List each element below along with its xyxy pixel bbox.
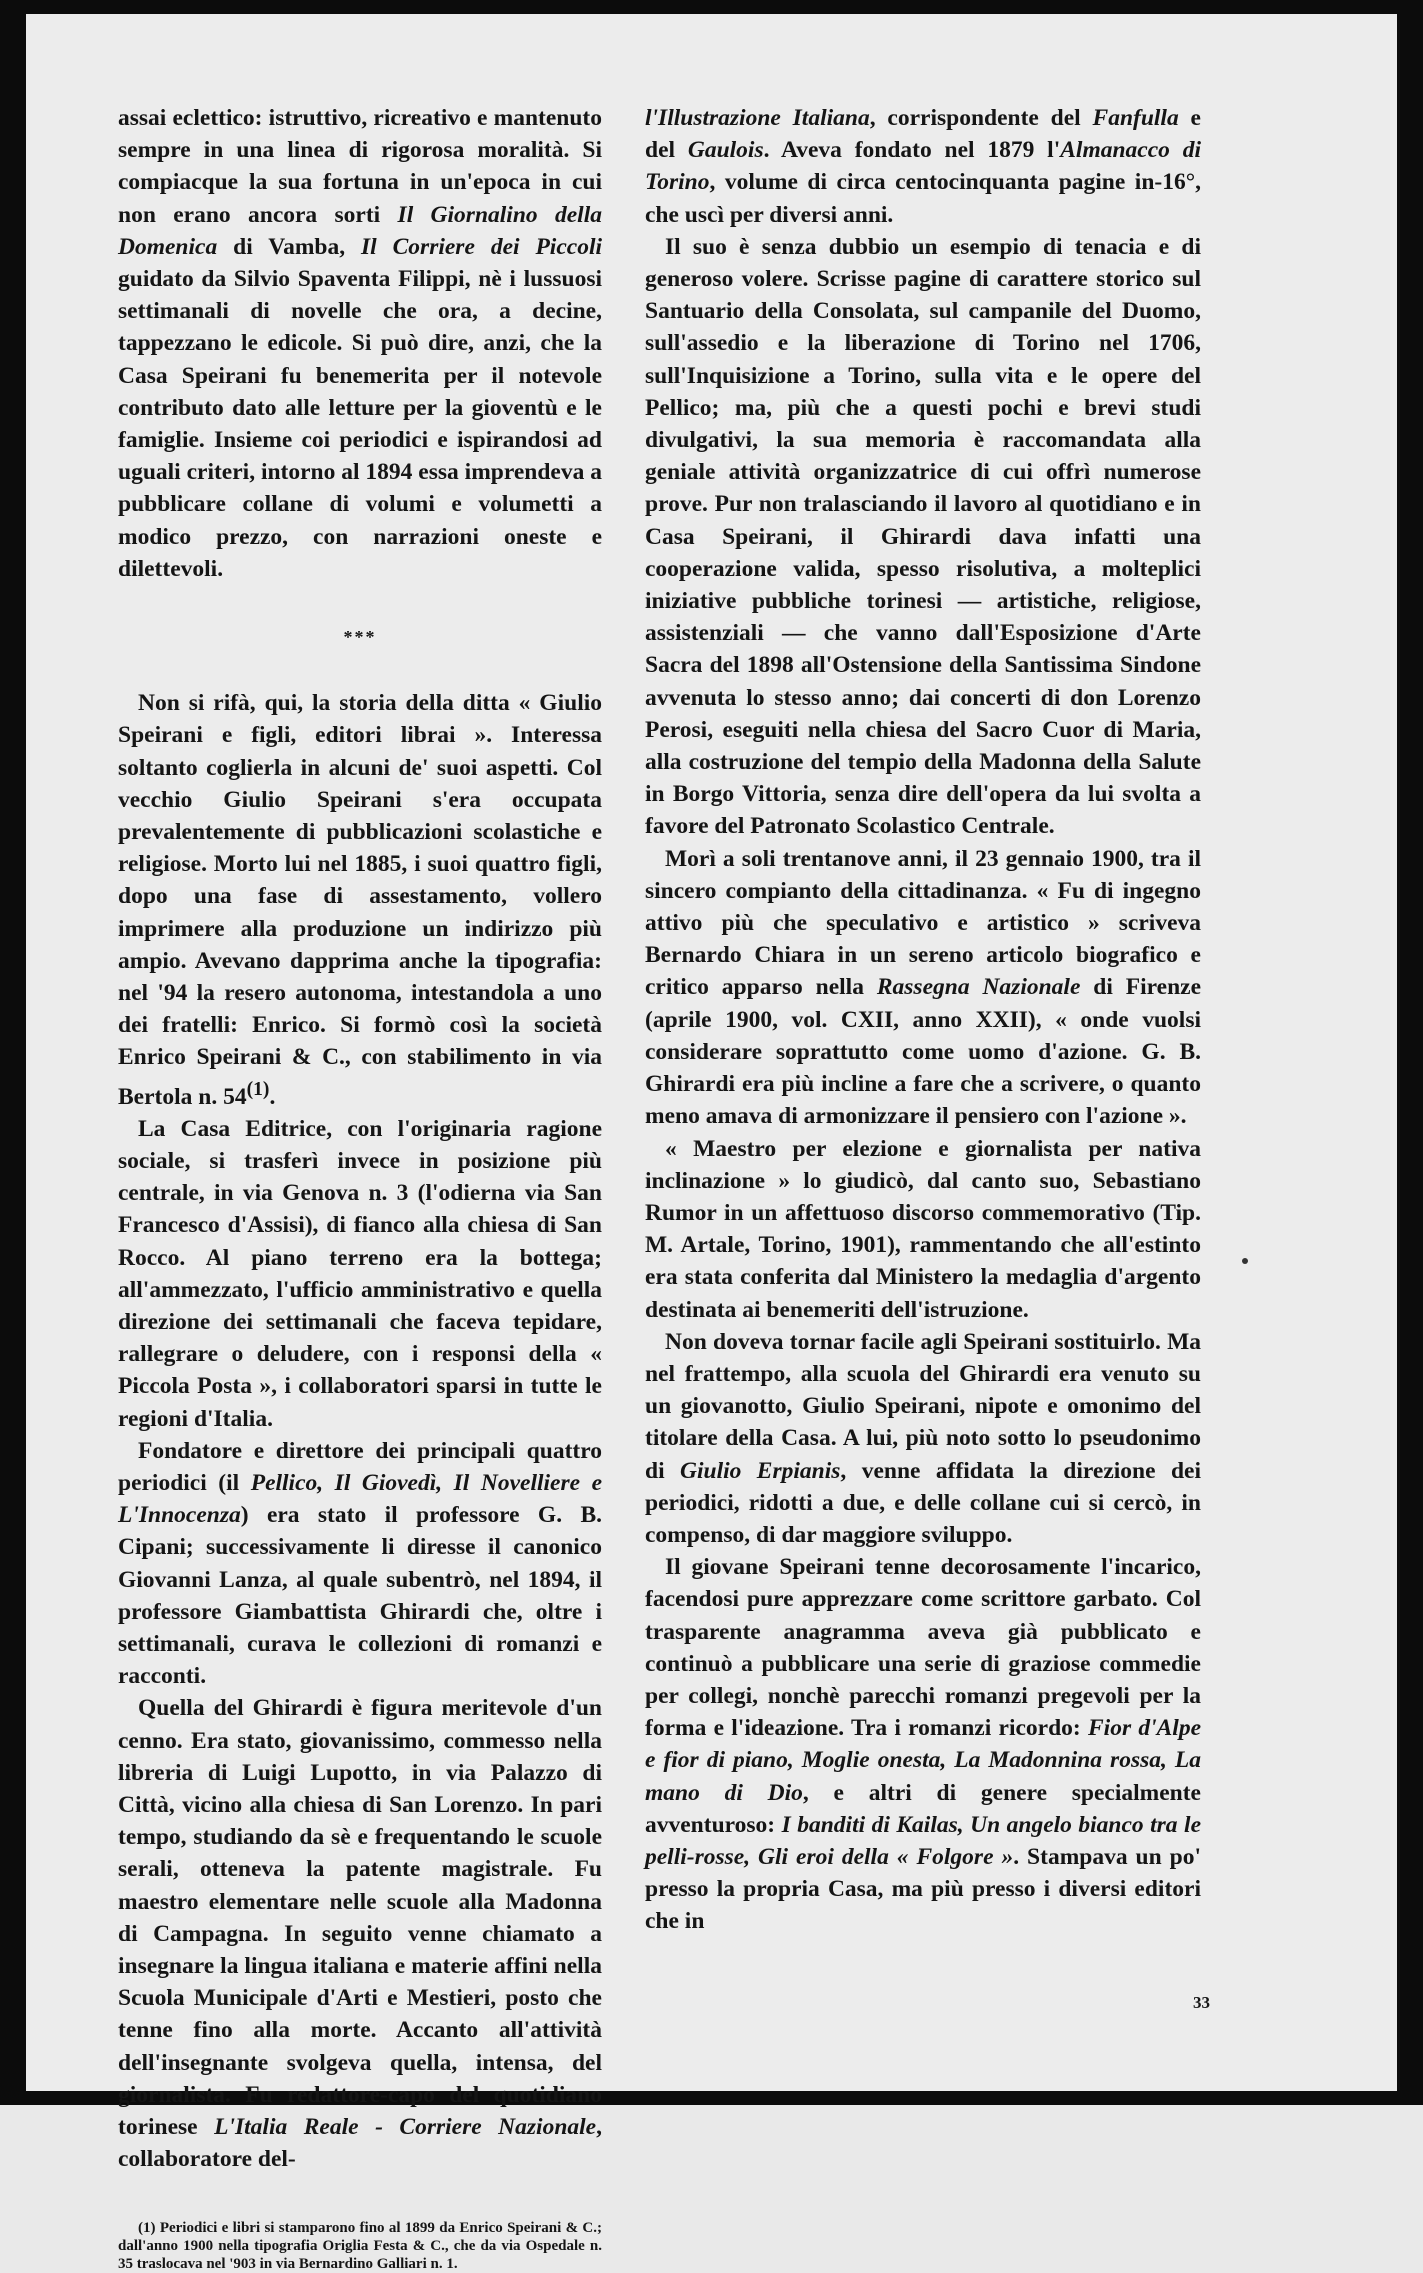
section-separator: *** bbox=[343, 627, 377, 648]
italic-title: I banditi di Kailas, Un angelo bianco tra le pelli-rosse, Gli eroi della « Folgore » bbox=[645, 1811, 1201, 1870]
italic-title: l'Illustrazione Italiana bbox=[645, 105, 870, 131]
italic-title: Almanacco di Torino bbox=[645, 137, 1201, 196]
paragraph: Non doveva tornar facile agli Speirani sostituirlo. Ma nel frattempo, alla scuola del Ghirardi era venuto su un giovanotto, Giulio Speirani, nipote e omonimo del titolare della Casa. A lui, più noto sotto lo pseudonimo di Giulio Erpianis, venne affidata la direzione dei periodici, ridotti a due, e delle collane cui si cercò, in compenso, di dar maggiore sviluppo. bbox=[645, 1328, 1201, 1548]
paragraph: Non si rifà, qui, la storia della ditta « Giulio Speirani e figli, editori librai ». Interessa soltanto coglierla in alcuni de' suoi aspetti. Col vecchio Giulio Speirani s'era occupata prevalentemente di pubblicazioni scolastiche e religiose. Morto lui nel 1885, i suoi quattro figli, dopo una fase di assestamento, vollero imprimere alla produzione un indirizzo più ampio. Avevano dapprima anche la tipografia: nel '94 la resero autonoma, intestandola a uno dei fratelli: Enrico. Si formò così la società Enrico Speirani & C., con stabilimento in via Bertola n. 54$^{(1)}$. bbox=[118, 690, 602, 1110]
italic-title: L'Italia Reale - Corriere Nazionale bbox=[214, 2114, 597, 2141]
italic-title: Rassegna Nazionale bbox=[876, 974, 1081, 1001]
paragraph: Il giovane Speirani tenne decorosamente l'incarico, facendosi pure apprezzare come scrittore garbato. Col trasparente anagramma aveva già pubblicato e continuò a pubblicare una serie di graziose commedie per collegi, nonchè parecchi romanzi pregevoli per la forma e l'ideazione. Tra i romanzi ricordo: Fior d'Alpe e fior di piano, Moglie onesta, La Madonnina rossa, La mano di Dio, e altri di genere specialmente avventuroso: I banditi di Kailas, Un angelo bianco tra le pelli-rosse, Gli eroi della « Folgore ». Stampava un po' presso la propria Casa, ma più presso i diversi editori che in bbox=[645, 1554, 1201, 1935]
scan-border-left bbox=[0, 0, 26, 2105]
scan-border-top bbox=[0, 0, 1423, 14]
italic-title: Fanfulla bbox=[1092, 105, 1179, 131]
paragraph: La Casa Editrice, con l'originaria ragione sociale, si trasferì invece in posizione più centrale, in via Genova n. 3 (l'odierna via San Francesco d'Assisi), di fianco alla chiesa di San Rocco. Al piano terreno era la bottega; all'ammezzato, l'ufficio amministrativo e quella direzione dei settimanali che faceva tepidare, rallegrare o deludere, con i responsi della « Piccola Posta », i collaboratori sparsi in tutte le regioni d'Italia. bbox=[118, 1115, 602, 1432]
scan-speck bbox=[1242, 1258, 1248, 1264]
right-column bbox=[645, 102, 1201, 1938]
paragraph: l'Illustrazione Italiana, corrispondente del Fanfulla e del Gaulois. Aveva fondato nel 1879 l'Almanacco di Torino, volume di circa centocinquanta pagine in-16°, che uscì per diversi anni. bbox=[645, 105, 1201, 228]
scan-border-right bbox=[1397, 0, 1423, 2105]
footnote-reference: (1) bbox=[246, 1078, 270, 1100]
footnote: (1) Periodici e libri si stamparono fino al 1899 da Enrico Speirani & C.; dall'anno 1900 nella tipografia Origlia Festa & C., che da via Ospedale n. 35 traslocava nel '903 in via Bernardino Galliari n. 1. bbox=[118, 2220, 602, 2273]
paragraph: Quella del Ghirardi è figura meritevole d'un cenno. Era stato, giovanissimo, commesso nella libreria di Luigi Lupotto, in via Palazzo di Città, vicino alla chiesa di San Lorenzo. In pari tempo, studiando da sè e frequentando le scuole serali, otteneva la patente magistrale. Fu maestro elementare nelle scuole alla Madonna di Campagna. In seguito venne chiamato a insegnare la lingua italiana e materie affini nella Scuola Municipale d'Arti e Mestieri, posto che tenne fino alla morte. Accanto all'attività dell'insegnante svolgeva quella, intensa, del giornalista. Fu redattore-capo del quotidiano torinese L'Italia Reale - Corriere Nazionale, collaboratore del- bbox=[118, 1695, 602, 2173]
paragraph: Il suo è senza dubbio un esempio di tenacia e di generoso volere. Scrisse pagine di carattere storico sul Santuario della Consolata, sul campanile del Duomo, sull'assedio e la liberazione di Torino nel 1706, sull'Inquisizione a Torino, sulla vita e le opere del Pellico; ma, più che a questi pochi e brevi studi divulgativi, la sua memoria è raccomandata alla geniale attività organizzatrice di cui offrì numerose prove. Pur non tralasciando il lavoro al quotidiano e in Casa Speirani, il Ghirardi dava infatti una cooperazione valida, spesso risolutiva, a molteplici iniziative pubbliche torinesi — artistiche, religiose, assistenziali — che vanno dall'Esposizione d'Arte Sacra del 1898 all'Ostensione della Santissima Sindone avvenuta lo stesso anno; dai concerti di don Lorenzo Perosi, eseguiti nella chiesa del Sacro Cuor di Maria, alla costruzione del tempio della Madonna della Salute in Borgo Vittoria, senza dire dell'opera da lui svolta a favore del Patronato Scolastico Centrale. bbox=[645, 233, 1201, 840]
page-number: 33 bbox=[1193, 1993, 1210, 2012]
italic-title: Fior d'Alpe e fior di piano, Moglie onesta, La Madonnina rossa, La mano di Dio bbox=[645, 1715, 1201, 1806]
italic-title: Gaulois bbox=[687, 137, 764, 164]
italic-title: Pellico, Il Giovedì, Il Novelliere e L'Innocenza bbox=[118, 1469, 602, 1529]
left-column bbox=[118, 102, 602, 2273]
italic-title: Giulio Erpianis bbox=[680, 1457, 841, 1484]
paragraph: « Maestro per elezione e giornalista per nativa inclinazione » lo giudicò, dal canto suo, Sebastiano Rumor in un affettuoso discorso commemorativo (Tip. M. Artale, Torino, 1901), rammentando che all'estinto era stata conferita dal Ministero la medaglia d'argento destinata ai benemeriti dell'istruzione. bbox=[645, 1135, 1201, 1323]
paragraph: assai eclettico: istruttivo, ricreativo e mantenuto sempre in una linea di rigorosa moralità. Si compiacque la sua fortuna in un'epoca in cui non erano ancora sorti Il Giornalino della Domenica di Vamba, Il Corriere dei Piccoli guidato da Silvio Spaventa Filippi, nè i lussuosi settimanali di novelle che ora, a decine, tappezzano le edicole. Si può dire, anzi, che la Casa Speirani fu benemerita per il notevole contributo dato alle letture per la gioventù e le famiglie. Insieme coi periodici e ispirandosi ad uguali criteri, intorno al 1894 essa imprendeva a pubblicare collane di volumi e volumetti a modico prezzo, con narrazioni oneste e dilettevoli. bbox=[118, 105, 603, 582]
paragraph: Fondatore e direttore dei principali quattro periodici (il Pellico, Il Giovedì, Il Novelliere e L'Innocenza) era stato il professore G. B. Cipani; successivamente li diresse il canonico Giovanni Lanza, al quale subentrò, nel 1894, il professore Giambattista Ghirardi che, oltre i settimanali, curava le collezioni di romanzi e racconti. bbox=[118, 1437, 602, 1690]
paragraph: Morì a soli trentanove anni, il 23 gennaio 1900, tra il sincero compianto della cittadinanza. « Fu di ingegno attivo più che speculativo e artistico » scriveva Bernardo Chiara in un sereno articolo biografico e critico apparso nella Rassegna Nazionale di Firenze (aprile 1900, vol. CXII, anno XXII), « onde vuolsi considerare soprattutto come uomo d'azione. G. B. Ghirardi era più incline a fare che a scrivere, o quanto meno amava di armonizzare il pensiero con l'azione ». bbox=[645, 845, 1202, 1130]
italic-title: Il Giornalino della Domenica bbox=[118, 201, 602, 260]
italic-title: Il Corriere dei Piccoli bbox=[361, 233, 603, 260]
